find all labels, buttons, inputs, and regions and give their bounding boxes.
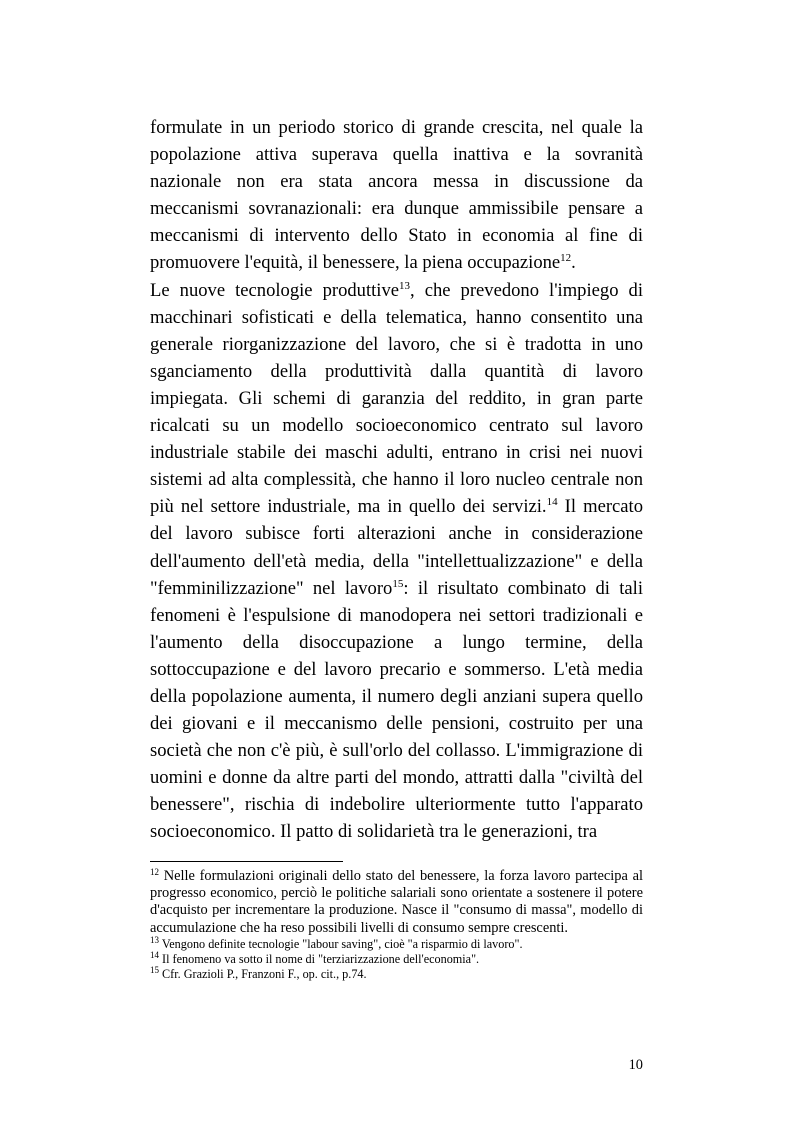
footnotes (150, 868, 643, 983)
paragraph-1-end: . (571, 252, 576, 274)
page-number: 10 (628, 1057, 643, 1073)
footnote-separator (150, 861, 343, 862)
footnote-ref-12[interactable]: 12 (560, 252, 572, 265)
paragraph-2 (150, 277, 643, 846)
footnote-ref-15[interactable]: 15 (392, 577, 404, 590)
footnote-number: 13 (150, 934, 159, 945)
footnote-ref-13[interactable]: 13 (399, 279, 411, 292)
footnote-number: 15 (150, 965, 159, 976)
paragraph-2-text-4: : il risultato combinato di tali fenomeni è l'espulsione di manodopera nei settori tradizionali e l'aumento della disoccupazione a lungo termine, della sottoccupazione e del lavoro precario e sommerso. L'età media della popolazione aumenta, il numero degli anziani supera quello dei giovani e il meccanismo delle pensioni, costruito per una società che non c'è più, è sull'orlo del collasso. L'immigrazione di uomini e donne da altre parti del mondo, attratti dalla "civiltà del benessere", rischia di indebolire ulteriormente tutto l'apparato socioeconomico. Il patto di solidarietà tra le generazioni, tra (150, 577, 643, 843)
footnote-text: Vengono definite tecnologie "labour saving", cioè "a risparmio di lavoro". (159, 936, 523, 951)
paragraph-1 (150, 114, 643, 277)
footnote-number: 14 (150, 950, 159, 961)
footnote-13 (150, 934, 643, 952)
paragraph-2-text-2: , che prevedono l'impiego di macchinari sofisticati e della telematica, hanno consentito una generale riorganizzazione del lavoro, che si è tradotta in uno sganciamento della produttività dalla quantità di lavoro impiegata. Gli schemi di garanzia del reddito, in gran parte ricalcati su un modello socioeconomico centrato sul lavoro industriale stabile dei maschi adulti, entrano in crisi nei nuovi sistemi ad alta complessità, che hanno il loro nucleo centrale non più nel settore industriale, ma in quello dei servizi. (150, 279, 643, 518)
footnote-15 (150, 967, 643, 982)
body-text (150, 114, 643, 846)
footnote-number: 12 (150, 867, 159, 877)
footnote-12 (150, 868, 643, 937)
paragraph-1-text: formulate in un periodo storico di grande crescita, nel quale la popolazione attiva superava quella inattiva e la sovranità nazionale non era stata ancora messa in discussione da meccanismi sovranazionali: era dunque ammissibile pensare a meccanismi di intervento dello Stato in economia al fine di promuovere l'equità, il benessere, la piena occupazione (150, 117, 643, 274)
footnote-text: Nelle formulazioni originali dello stato del benessere, la forza lavoro partecipa al progresso economico, perciò le politiche salariali sono orientate a sostenere il potere d'acquisto per incrementare la produzione. Nasce il "consumo di massa", modello di accumulazione che ha reso possibili livelli di consumo sempre crescenti. (150, 868, 643, 936)
footnote-ref-14[interactable]: 14 (546, 496, 558, 509)
paragraph-2-text-3: Il mercato del lavoro subisce forti alterazioni anche in considerazione dell'aumento dell'età media, della "intellettualizzazione" e della "femminilizzazione" nel lavoro (150, 496, 643, 599)
paragraph-2-text-1: Le nuove tecnologie produttive (150, 279, 400, 301)
footnote-text: Cfr. Grazioli P., Franzoni F., op. cit., p.74. (159, 967, 367, 982)
footnote-text: Il fenomeno va sotto il nome di "terziarizzazione dell'economia". (159, 952, 480, 967)
footnote-14 (150, 952, 643, 967)
